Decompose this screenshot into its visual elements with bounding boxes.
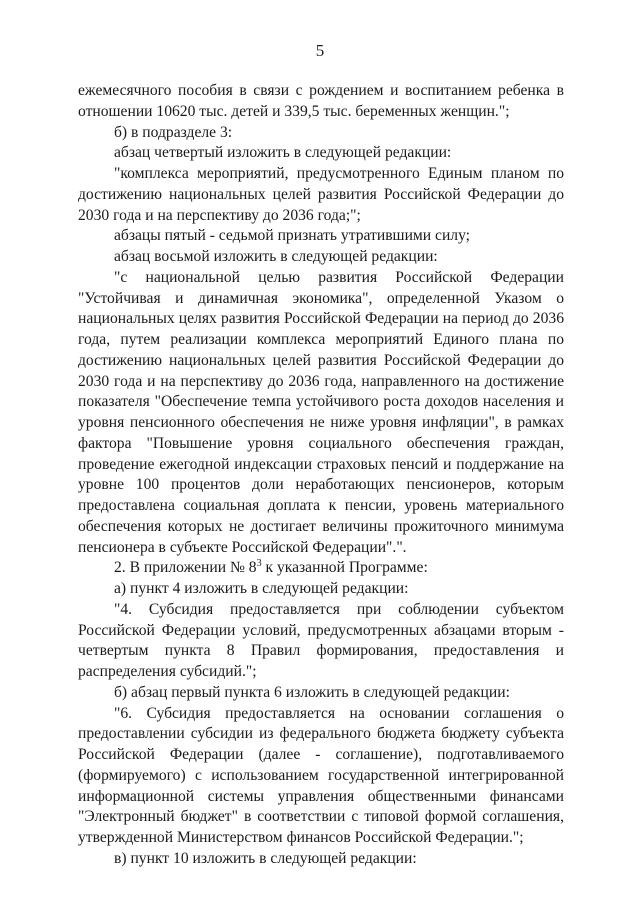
- paragraph-11: б) абзац первый пункта 6 изложить в следующей редакции:: [114, 683, 510, 701]
- document-body: [78, 81, 564, 870]
- paragraph-1: ежемесячного пособия в связи с рождением и воспитанием ребенка в отношении 10620 тыс. детей и 339,5 тыс. беременных женщин.";: [78, 82, 564, 120]
- page-number: 5: [315, 41, 325, 60]
- appendix-superscript: 3: [256, 558, 262, 570]
- paragraph-9: а) пункт 4 изложить в следующей редакции:: [114, 580, 409, 597]
- paragraph-5: абзацы пятый - седьмой признать утратившими силу;: [114, 227, 470, 245]
- paragraph-4: "комплекса мероприятий, предусмотренного Единым планом по достижению национальных целей развития Российской Федерации до 2030 года и на перспективу до 2036 года;";: [78, 165, 564, 224]
- paragraph-2: б) в подразделе 3:: [114, 123, 233, 141]
- paragraph-3: абзац четвертый изложить в следующей редакции:: [114, 144, 452, 162]
- paragraph-6: абзац восьмой изложить в следующей редакции:: [114, 248, 438, 265]
- paragraph-12: "6. Субсидия предоставляется на основании соглашения о предоставлении субсидии из федерального бюджета бюджету субъекта Российской Федерации (далее - соглашение), подготавливаемого (формируемого) с использованием государственной интегрированной информационной системы управления общественными финансами "Электронный бюджет" в соответствии с типовой формой соглашения, утвержденной Министерством финансов Российской Федерации.";: [78, 704, 564, 846]
- paragraph-10: "4. Субсидия предоставляется при соблюдении субъектом Российской Федерации условий, предусмотренных абзацами вторым - четвертым пункта 8 Правил формирования, предоставления и распределения субсидий.";: [78, 600, 564, 680]
- paragraph-13: в) пункт 10 изложить в следующей редакции:: [114, 849, 417, 867]
- appendix-reference-tail: к указанной Программе:: [265, 559, 428, 577]
- appendix-reference: 2. В приложении № 8: [114, 559, 257, 577]
- paragraph-7: "с национальной целью развития Российской Федерации "Устойчивая и динамичная экономика", определенной Указом о национальных целях развития Российской Федерации на период до 2036 года, путем реализации комплекса мероприятий Единого плана по достижению национальных целей развития Российской Федерации до 2030 года и на перспективу до 2036 года, направленного на достижение показателя "Обеспечение темпа устойчивого роста доходов населения и уровня пенсионного обеспечения не ниже уровня инфляции", в рамках фактора "Повышение уровня социального обеспечения граждан, проведение ежегодной индексации страховых пенсий и поддержание на уровне 100 процентов доли неработающих пенсионеров, которым предоставлена социальная доплата к пенсии, уровень материального обеспечения которых не достигает величины прожиточного минимума пенсионера в субъекте Российской Федерации".".: [78, 268, 564, 556]
- paragraph-8: [78, 558, 564, 579]
